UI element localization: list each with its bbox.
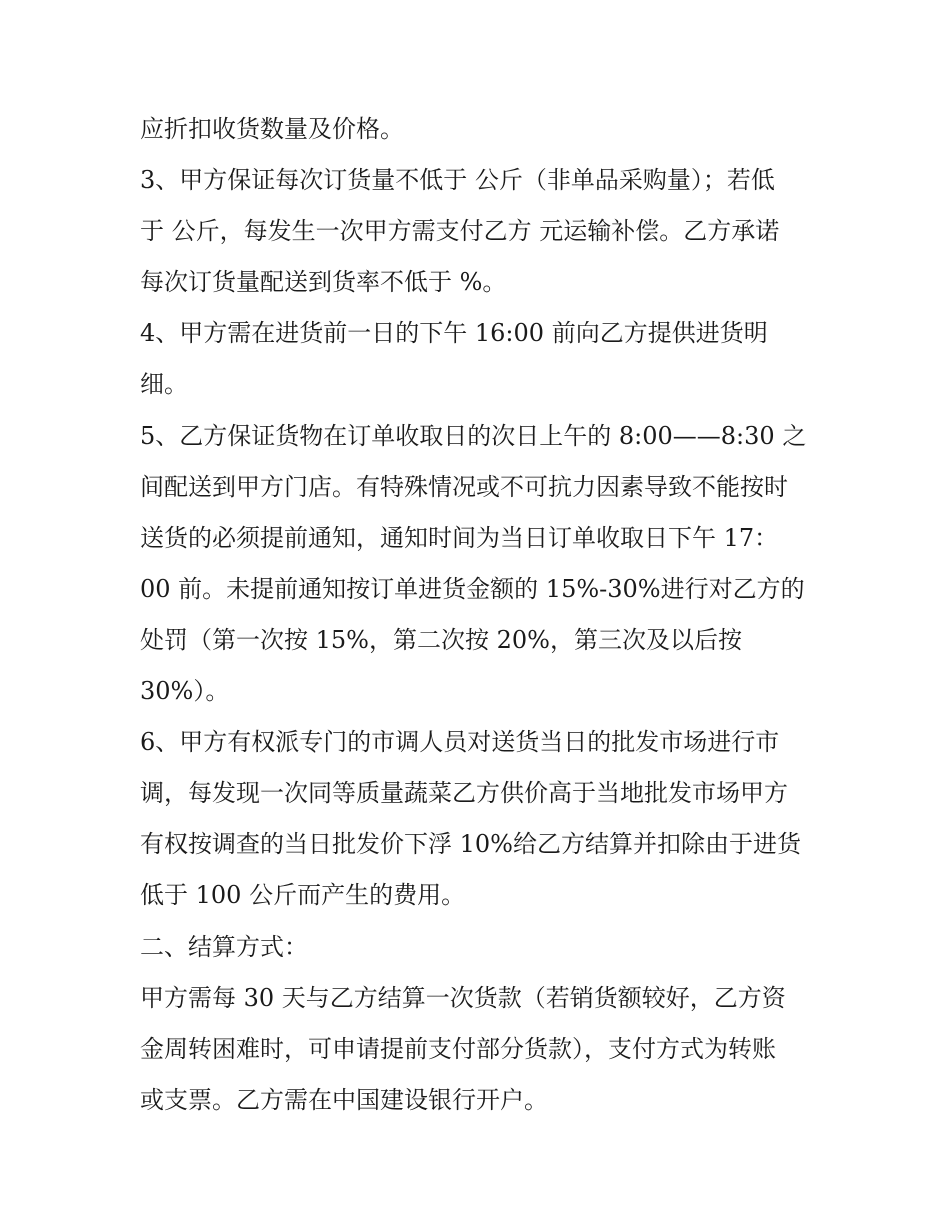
contract-body-text	[140, 104, 820, 1126]
section-heading: 二、结算方式：	[140, 932, 308, 961]
text-line: 处罚（第一次按 15%，第二次按 20%，第三次及以后按	[140, 625, 742, 654]
text-line: 金周转困难时，可申请提前支付部分货款），支付方式为转账	[140, 1034, 776, 1063]
text-line: 每次订货量配送到货率不低于 %。	[140, 268, 507, 297]
text-line: 于 公斤，每发生一次甲方需支付乙方 元运输补偿。乙方承诺	[140, 217, 780, 246]
text-line: 5、乙方保证货物在订单收取日的次日上午的 8:00——8:30 之	[140, 421, 807, 450]
text-line: 有权按调查的当日批发价下浮 10%给乙方结算并扣除由于进货	[140, 830, 801, 859]
text-line: 送货的必须提前通知，通知时间为当日订单收取日下午 17：	[140, 523, 779, 552]
text-line: 低于 100 公斤而产生的费用。	[140, 881, 466, 910]
text-line: 4、甲方需在进货前一日的下午 16:00 前向乙方提供进货明	[140, 319, 768, 348]
text-line: 或支票。乙方需在中国建设银行开户。	[140, 1085, 548, 1114]
text-line: 00 前。未提前通知按订单进货金额的 15%-30%进行对乙方的	[140, 574, 805, 603]
text-line: 间配送到甲方门店。有特殊情况或不可抗力因素导致不能按时	[140, 472, 788, 501]
text-line: 30%）。	[140, 677, 230, 706]
text-line: 应折扣收货数量及价格。	[140, 115, 404, 143]
text-line: 细。	[140, 370, 188, 399]
text-line: 6、甲方有权派专门的市调人员对送货当日的批发市场进行市	[140, 728, 780, 757]
text-line: 3、甲方保证每次订货量不低于 公斤（非单品采购量）；若低	[140, 166, 775, 195]
text-line: 甲方需每 30 天与乙方结算一次货款（若销货额较好，乙方资	[140, 983, 786, 1012]
text-line: 调，每发现一次同等质量蔬菜乙方供价高于当地批发市场甲方	[140, 779, 788, 808]
